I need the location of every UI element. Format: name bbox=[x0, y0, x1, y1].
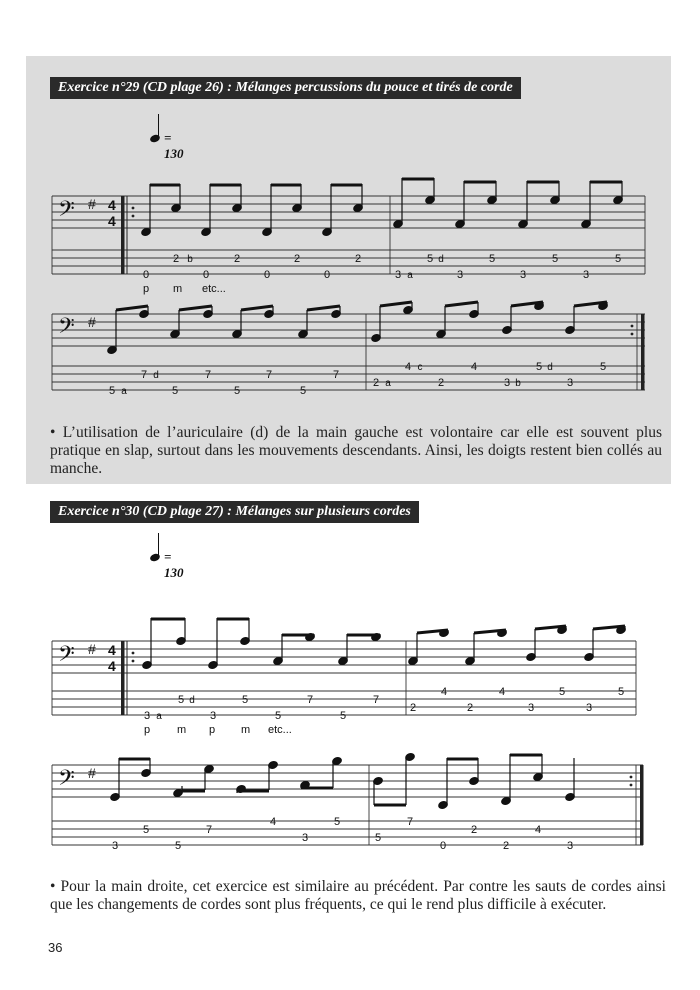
fingering-mark: m bbox=[173, 283, 183, 295]
svg-text:#: # bbox=[88, 765, 96, 781]
tab-num: 0 bbox=[323, 269, 331, 281]
tab-num: 5 bbox=[599, 361, 607, 373]
fingering-mark: p bbox=[143, 283, 150, 295]
tab-num: 0 bbox=[142, 269, 150, 281]
fingering-mark: p bbox=[209, 724, 216, 736]
tab-num: 7 bbox=[140, 369, 148, 381]
tab-num: 5 bbox=[274, 710, 282, 722]
tab-num: 3 bbox=[456, 269, 464, 281]
fingering-mark: m bbox=[177, 724, 187, 736]
svg-text:𝄢: 𝄢 bbox=[58, 196, 75, 226]
tab-num: 7 bbox=[265, 369, 273, 381]
exercise-29-note: • L’utilisation de l’auriculaire (d) de la main gauche est volontaire car elle est souvent plus pratique en slap, surtout dans les mouvements descendants. Ainsi, les doigts restent bien collés au manche. bbox=[50, 424, 662, 477]
tab-num: 2 bbox=[293, 253, 301, 265]
tempo-value: = 130 bbox=[164, 549, 184, 580]
fingering-mark: p bbox=[144, 724, 151, 736]
tab-num: 4 bbox=[534, 824, 542, 836]
tab-num: 4 bbox=[440, 686, 448, 698]
tab-num: 5 bbox=[551, 253, 559, 265]
tab-num: 0 bbox=[263, 269, 271, 281]
svg-text:𝄢: 𝄢 bbox=[58, 313, 75, 343]
tab-num: b bbox=[187, 254, 193, 265]
svg-text:𝄢: 𝄢 bbox=[58, 765, 75, 795]
tab-num: 5 bbox=[614, 253, 622, 265]
tab-num: 5 bbox=[233, 385, 241, 397]
tab-num: b bbox=[515, 378, 521, 389]
tab-num: 5 bbox=[558, 686, 566, 698]
tab-num: 3 bbox=[519, 269, 527, 281]
tab-num: 2 bbox=[233, 253, 241, 265]
tab-num: 5 bbox=[535, 361, 543, 373]
tab-num: 4 bbox=[269, 816, 277, 828]
tab-num: 3 bbox=[111, 840, 119, 852]
svg-text:4: 4 bbox=[108, 642, 116, 658]
exercise-29-header: Exercice n°29 (CD plage 26) : Mélanges percussions du pouce et tirés de corde bbox=[50, 77, 521, 99]
tab-num: 2 bbox=[466, 702, 474, 714]
tab-num: 3 bbox=[527, 702, 535, 714]
tab-num: 5 bbox=[299, 385, 307, 397]
tab-num: 5 bbox=[488, 253, 496, 265]
tab-num: 5 bbox=[177, 694, 185, 706]
exercise-30-header: Exercice n°30 (CD plage 27) : Mélanges sur plusieurs cordes bbox=[50, 501, 419, 523]
tab-num: c bbox=[417, 362, 423, 373]
tab-num: a bbox=[156, 711, 162, 722]
tab-num: 2 bbox=[372, 377, 380, 389]
svg-text:#: # bbox=[88, 314, 96, 330]
tab-num: 4 bbox=[470, 361, 478, 373]
tab-num: 7 bbox=[306, 694, 314, 706]
tab-num: 2 bbox=[502, 840, 510, 852]
tab-num: 2 bbox=[409, 702, 417, 714]
tab-num: 3 bbox=[503, 377, 511, 389]
tab-num: 3 bbox=[566, 840, 574, 852]
tab-num: 5 bbox=[171, 385, 179, 397]
tab-num: 3 bbox=[143, 710, 151, 722]
svg-text:4: 4 bbox=[108, 213, 116, 229]
tab-num: 0 bbox=[202, 269, 210, 281]
tab-num: 5 bbox=[617, 686, 625, 698]
tab-num: 5 bbox=[241, 694, 249, 706]
tab-num: 5 bbox=[142, 824, 150, 836]
tab-num: 7 bbox=[372, 694, 380, 706]
fingering-mark: m bbox=[241, 724, 251, 736]
tab-num: d bbox=[547, 362, 553, 373]
tempo-value: = 130 bbox=[164, 130, 184, 161]
tab-num: 2 bbox=[437, 377, 445, 389]
tab-num: 3 bbox=[394, 269, 402, 281]
tab-num: d bbox=[438, 254, 444, 265]
fingering-mark: etc... bbox=[268, 724, 292, 736]
tab-num: 2 bbox=[354, 253, 362, 265]
tab-num: 7 bbox=[204, 369, 212, 381]
tab-num: d bbox=[189, 695, 195, 706]
page-number: 36 bbox=[48, 940, 63, 955]
tab-num: 5 bbox=[426, 253, 434, 265]
tab-num: 2 bbox=[470, 824, 478, 836]
tab-num: 5 bbox=[108, 385, 116, 397]
tab-num: 2 bbox=[172, 253, 180, 265]
tab-num: 3 bbox=[566, 377, 574, 389]
svg-text:#: # bbox=[88, 641, 96, 657]
svg-text:4: 4 bbox=[108, 658, 116, 674]
tab-num: 5 bbox=[339, 710, 347, 722]
tab-num: 7 bbox=[205, 824, 213, 836]
exercise-30-note: • Pour la main droite, cet exercice est similaire au précédent. Par contre les sauts de cordes ainsi que les changements de cordes sont plus fréquents, ce qui le rend plus difficile à exécuter. bbox=[50, 878, 666, 913]
tab-num: 5 bbox=[174, 840, 182, 852]
tab-num: 0 bbox=[439, 840, 447, 852]
tab-num: 4 bbox=[498, 686, 506, 698]
tab-num: 5 bbox=[374, 832, 382, 844]
tab-num: a bbox=[121, 386, 127, 397]
tab-num: 7 bbox=[332, 369, 340, 381]
tab-num: 3 bbox=[209, 710, 217, 722]
svg-text:4: 4 bbox=[108, 197, 116, 213]
fingering-mark: etc... bbox=[202, 283, 226, 295]
tab-num: a bbox=[407, 270, 413, 281]
svg-text:#: # bbox=[88, 196, 96, 212]
tab-num: 4 bbox=[404, 361, 412, 373]
tab-num: 3 bbox=[585, 702, 593, 714]
tab-num: 5 bbox=[333, 816, 341, 828]
tab-num: 3 bbox=[582, 269, 590, 281]
tab-num: d bbox=[153, 370, 159, 381]
tab-num: 7 bbox=[406, 816, 414, 828]
svg-text:𝄢: 𝄢 bbox=[58, 641, 75, 671]
tab-num: a bbox=[385, 378, 391, 389]
tab-num: 3 bbox=[301, 832, 309, 844]
